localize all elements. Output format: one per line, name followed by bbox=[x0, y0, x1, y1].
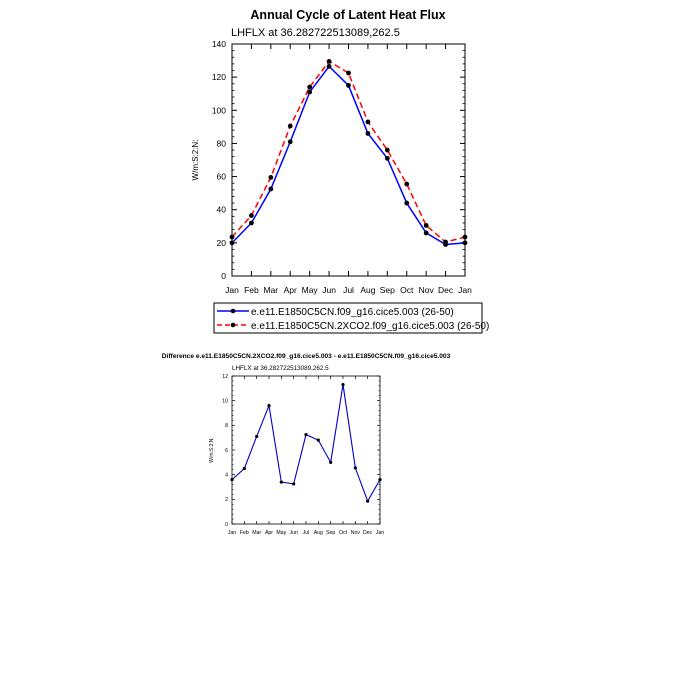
chart1-xtick-label: Jul bbox=[343, 285, 354, 295]
chart1-title: Annual Cycle of Latent Heat Flux bbox=[250, 8, 446, 22]
chart1-series-1-point bbox=[327, 64, 332, 69]
chart1-xtick-label: Nov bbox=[418, 285, 434, 295]
chart2-ytick-label: 2 bbox=[225, 497, 228, 504]
legend-series2-label: e.e11.E1850C5CN.2XCO2.f09_g16.cice5.003 (26-50) bbox=[251, 321, 490, 332]
chart2-ytick-label: 12 bbox=[222, 373, 228, 380]
chart1-xtick-label: Dec bbox=[438, 285, 454, 295]
chart1-series-2-point bbox=[443, 240, 448, 245]
chart1-series-2-point bbox=[230, 235, 235, 240]
chart1-ylabel: W/m:S:2:N: bbox=[191, 139, 200, 181]
chart2-ylabel: W/m:S:2:N: bbox=[209, 437, 215, 463]
chart2-xtick-label: Oct bbox=[338, 530, 348, 536]
chart1-series-2-point bbox=[346, 71, 351, 76]
chart1-series-2-point bbox=[463, 235, 468, 240]
chart2-series-1-point bbox=[255, 435, 258, 438]
chart2-ytick-label: 4 bbox=[225, 472, 228, 479]
chart1-ytick-label: 20 bbox=[216, 237, 226, 248]
chart2-series-1-point bbox=[243, 467, 246, 470]
chart1-series-2-point bbox=[307, 85, 312, 90]
chart2-xtick-label: May bbox=[276, 530, 287, 536]
chart1-series-1-point bbox=[404, 201, 409, 206]
chart2-ytick-label: 8 bbox=[225, 423, 228, 430]
chart1-series-1-point bbox=[385, 156, 390, 161]
chart2-ytick-label: 6 bbox=[225, 447, 228, 454]
chart2-xtick-label: Jul bbox=[302, 530, 310, 536]
chart1-series-2-point bbox=[288, 124, 293, 129]
chart2-xtick-label: Dec bbox=[363, 530, 373, 536]
chart1-xtick-label: Jan bbox=[458, 285, 472, 295]
chart1-ytick-label: 0 bbox=[221, 270, 226, 281]
chart2-xtick-label: Jan bbox=[375, 530, 385, 536]
chart2-series-1-point bbox=[354, 466, 357, 469]
chart1-xtick-label: Jun bbox=[322, 285, 336, 295]
chart1-series-1-point bbox=[463, 240, 468, 245]
legend-series1-label: e.e11.E1850C5CN.f09_g16.cice5.003 (26-50) bbox=[251, 307, 454, 318]
chart1-series-2-point bbox=[385, 148, 390, 153]
chart2-xtick-label: Jan bbox=[227, 530, 237, 536]
chart2-xtick-label: Nov bbox=[350, 530, 360, 536]
chart2-subtitle: LHFLX at 36.282722513089,262.5 bbox=[232, 365, 329, 372]
legend-series1-marker bbox=[231, 309, 236, 314]
chart1-ytick-label: 80 bbox=[216, 138, 226, 149]
chart1-xtick-label: May bbox=[301, 285, 318, 295]
chart1-series-1-point bbox=[288, 139, 293, 144]
chart1-legend bbox=[214, 303, 489, 333]
chart2-ytick-label: 10 bbox=[222, 398, 228, 405]
chart2-ytick-label: 0 bbox=[225, 521, 228, 528]
chart1-series-2-point bbox=[424, 223, 429, 228]
chart1-series-2-point bbox=[404, 182, 409, 187]
chart2-xtick-label: Mar bbox=[252, 530, 262, 536]
chart1-ytick-label: 40 bbox=[216, 204, 226, 215]
chart2-xtick-label: Apr bbox=[264, 530, 274, 536]
chart2-series-1-point bbox=[378, 478, 381, 481]
chart2-xtick-label: Sep bbox=[326, 530, 336, 536]
chart2-series-1-point bbox=[366, 500, 369, 503]
chart1-series-1-point bbox=[230, 240, 235, 245]
chart2-series-1-point bbox=[230, 478, 233, 481]
chart2-series-1-point bbox=[329, 461, 332, 464]
chart2-xtick-label: Feb bbox=[239, 530, 249, 536]
chart1-series-2-point bbox=[249, 213, 254, 218]
chart2-series-1-point bbox=[267, 404, 270, 407]
chart1-xtick-label: Feb bbox=[244, 285, 259, 295]
chart2-series-1-point bbox=[292, 482, 295, 485]
chart1-series-2-point bbox=[268, 175, 273, 180]
chart1-series-1-point bbox=[307, 90, 312, 95]
chart1-series-1-point bbox=[268, 187, 273, 192]
chart1-series-1-point bbox=[366, 131, 371, 136]
chart1-series-2-point bbox=[327, 59, 332, 64]
chart2-series-1-point bbox=[280, 480, 283, 483]
legend-series2-marker bbox=[231, 323, 236, 328]
chart2-series-1-point bbox=[317, 439, 320, 442]
chart1-xtick-label: Apr bbox=[283, 285, 297, 295]
chart1-xtick-label: Sep bbox=[379, 285, 395, 295]
chart1-xtick-label: Aug bbox=[360, 285, 376, 295]
chart1-series-2-point bbox=[366, 119, 371, 124]
chart1-series-1-point bbox=[424, 231, 429, 236]
chart1-series-1-point bbox=[249, 221, 254, 226]
chart1-subtitle: LHFLX at 36.282722513089,262.5 bbox=[231, 27, 400, 39]
chart1-ytick-label: 60 bbox=[216, 171, 226, 182]
chart1-ytick-label: 100 bbox=[211, 105, 226, 116]
chart2-xtick-label: Jun bbox=[289, 530, 298, 536]
chart2-series-1-point bbox=[304, 433, 307, 436]
chart1-ytick-label: 120 bbox=[211, 72, 226, 83]
chart1-ytick-label: 140 bbox=[211, 38, 226, 49]
chart1-series-1-point bbox=[346, 83, 351, 88]
chart1-xtick-label: Jan bbox=[225, 285, 239, 295]
chart2-xtick-label: Aug bbox=[313, 530, 323, 536]
chart2-series-1-point bbox=[341, 383, 344, 386]
chart2-title: Difference e.e11.E1850C5CN.2XCO2.f09_g16.cice5.003 - e.e11.E1850C5CN.f09_g16.cice5.003 bbox=[161, 353, 451, 360]
chart1-xtick-label: Mar bbox=[263, 285, 279, 295]
chart1-xtick-label: Oct bbox=[400, 285, 414, 295]
